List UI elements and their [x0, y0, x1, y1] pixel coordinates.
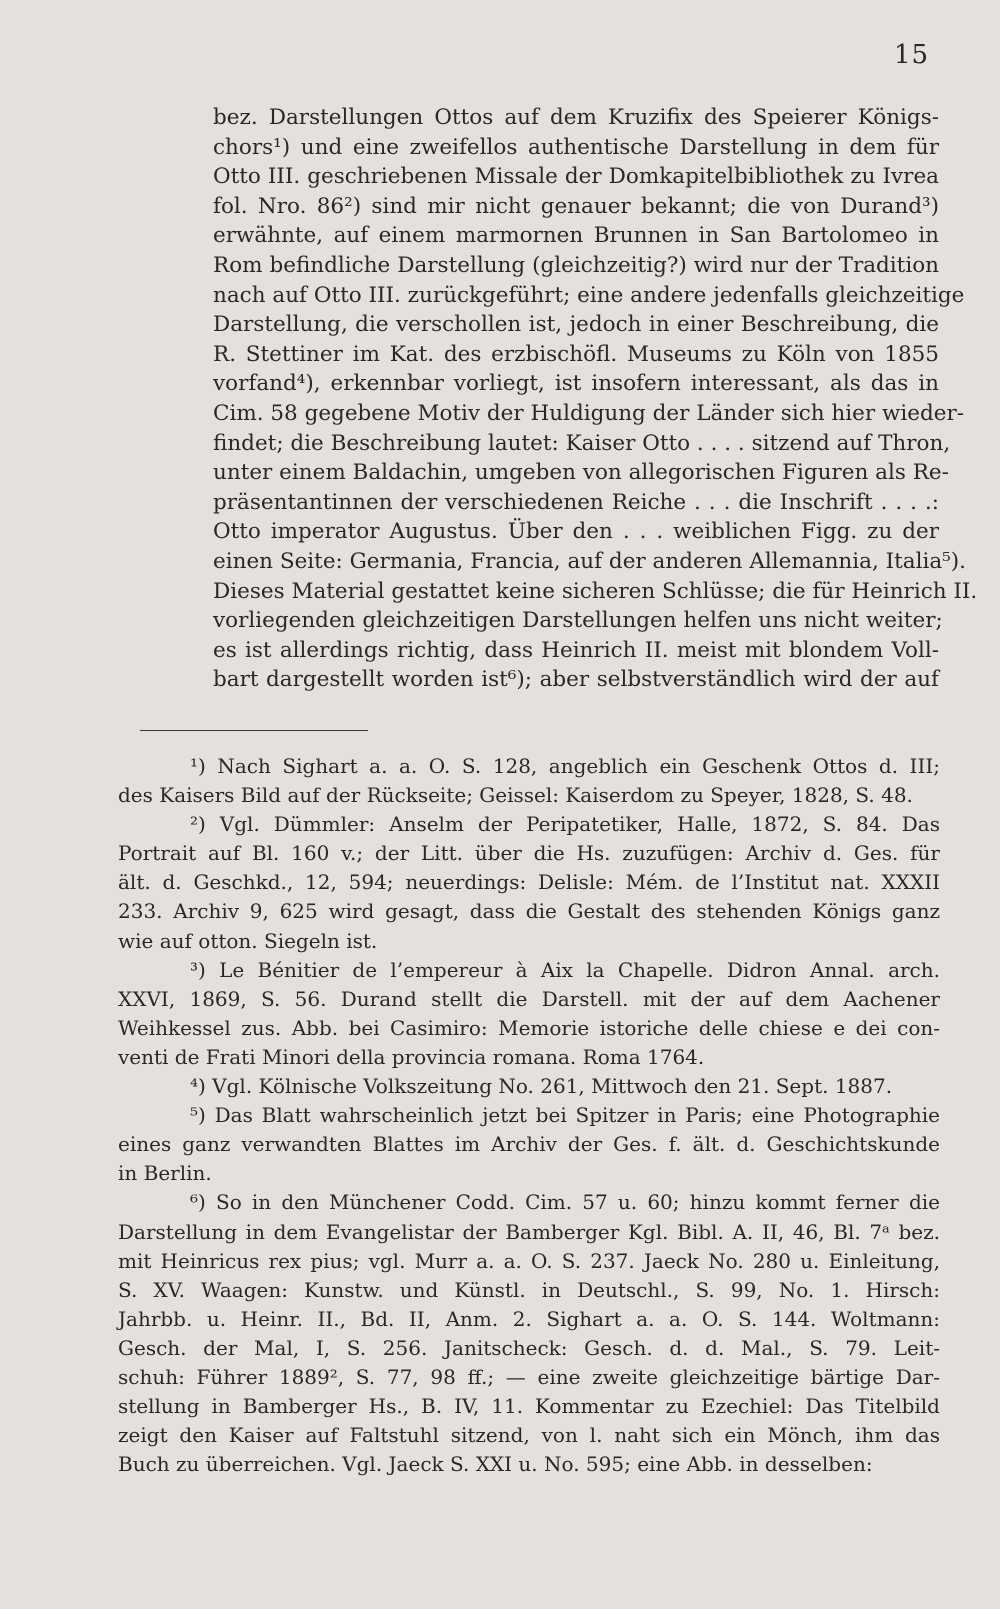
footnote-line: 233. Archiv 9, 625 wird gesagt, dass die Gestalt des stehenden Königs ganz [118, 899, 940, 924]
footnote-line: ³) Le Bénitier de l’empereur à Aix la Chapelle. Didron Annal. arch. [190, 957, 940, 982]
main-text-line: es ist allerdings richtig, dass Heinrich II. meist mit blondem Voll- [213, 637, 939, 663]
main-text-line: einen Seite: Germania, Francia, auf der anderen Allemannia, Italia⁵). [213, 548, 966, 574]
footnote-separator-rule [140, 730, 368, 731]
footnote-line: des Kaisers Bild auf der Rückseite; Geissel: Kaiserdom zu Speyer, 1828, S. 48. [118, 783, 913, 808]
main-text-line: fol. Nro. 86²) sind mir nicht genauer bekannt; die von Durand³) [213, 193, 939, 219]
footnote-line: Jahrbb. u. Heinr. II., Bd. II, Anm. 2. Sighart a. a. O. S. 144. Woltmann: [118, 1306, 940, 1331]
footnote-line: Darstellung in dem Evangelistar der Bamberger Kgl. Bibl. A. II, 46, Bl. 7ᵃ bez. [118, 1219, 940, 1244]
footnote-line: ält. d. Geschkd., 12, 594; neuerdings: Delisle: Mém. de l’Institut nat. XXXII [118, 870, 940, 895]
footnote-line: Weihkessel zus. Abb. bei Casimiro: Memorie istoriche delle chiese e dei con- [118, 1015, 940, 1040]
footnote-line: wie auf otton. Siegeln ist. [118, 928, 378, 953]
footnote-line: Portrait auf Bl. 160 v.; der Litt. über die Hs. zuzufügen: Archiv d. Ges. für [118, 841, 940, 866]
main-text-line: bart dargestellt worden ist⁶); aber selbstverständlich wird der auf [213, 667, 939, 693]
main-text-line: Otto imperator Augustus. Über den . . . weiblichen Figg. zu der [213, 519, 939, 545]
main-text-line: findet; die Beschreibung lautet: Kaiser Otto . . . . sitzend auf Thron, [213, 430, 951, 456]
main-text-line: bez. Darstellungen Ottos auf dem Kruzifix des Speierer Königs- [213, 105, 939, 130]
footnote-line: ⁶) So in den Münchener Codd. Cim. 57 u. 60; hinzu kommt ferner die [190, 1190, 940, 1215]
footnote-6 [118, 1188, 940, 1479]
page-number: 15 [894, 40, 930, 70]
main-text-line: erwähnte, auf einem marmornen Brunnen in San Bartolomeo in [213, 223, 939, 249]
footnotes-block [118, 752, 940, 1479]
footnote-2 [118, 810, 940, 955]
footnote-3 [118, 956, 940, 1072]
footnote-line: Buch zu überreichen. Vgl. Jaeck S. XXI u. No. 595; eine Abb. in desselben: [118, 1452, 873, 1477]
main-text-line: Dieses Material gestattet keine sicheren Schlüsse; die für Heinrich II. [213, 578, 978, 604]
main-text-line: vorfand⁴), erkennbar vorliegt, ist insofern interessant, als das in [213, 371, 939, 397]
footnote-line: schuh: Führer 1889², S. 77, 98 ff.; — eine zweite gleichzeitige bärtige Dar- [118, 1364, 940, 1389]
main-text-line: Cim. 58 gegebene Motiv der Huldigung der Länder sich hier wieder- [213, 400, 965, 426]
footnote-line: ¹) Nach Sighart a. a. O. S. 128, angeblich ein Geschenk Ottos d. III; [190, 754, 940, 778]
main-text-line: Rom befindliche Darstellung (gleichzeitig?) wird nur der Tradition [213, 252, 939, 278]
main-text-line: R. Stettiner im Kat. des erzbischöfl. Museums zu Köln von 1855 [213, 341, 939, 367]
footnote-5 [118, 1101, 940, 1188]
footnote-line: in Berlin. [118, 1161, 212, 1186]
footnote-line: ²) Vgl. Dümmler: Anselm der Peripatetiker, Halle, 1872, S. 84. Das [190, 812, 940, 837]
main-text-line: vorliegenden gleichzeitigen Darstellungen helfen uns nicht weiter; [213, 608, 943, 634]
footnote-line: mit Heinricus rex pius; vgl. Murr a. a. O. S. 237. Jaeck No. 280 u. Einleitung, [118, 1248, 940, 1273]
main-text-line: präsentantinnen der verschiedenen Reiche . . . die Inschrift . . . .: [213, 489, 939, 515]
footnote-line: Gesch. der Mal, I, S. 256. Janitscheck: Gesch. d. d. Mal., S. 79. Leit- [118, 1335, 940, 1360]
footnote-line: XXVI, 1869, S. 56. Durand stellt die Darstell. mit der auf dem Aachener [118, 986, 940, 1011]
main-text-block [213, 103, 978, 695]
main-text-line: unter einem Baldachin, umgeben von allegorischen Figuren als Re- [213, 460, 949, 486]
footnote-line: ⁵) Das Blatt wahrscheinlich jetzt bei Spitzer in Paris; eine Photographie [190, 1103, 940, 1128]
footnote-4 [118, 1072, 940, 1101]
main-text-line: chors¹) und eine zweifellos authentische Darstellung in dem für [213, 134, 939, 160]
footnote-line: eines ganz verwandten Blattes im Archiv der Ges. f. ält. d. Geschichtskunde [118, 1132, 940, 1157]
main-text-line: Otto III. geschriebenen Missale der Domkapitelbibliothek zu Ivrea [213, 164, 939, 190]
footnote-line: ⁴) Vgl. Kölnische Volkszeitung No. 261, Mittwoch den 21. Sept. 1887. [190, 1074, 893, 1099]
footnote-line: stellung in Bamberger Hs., B. IV, 11. Kommentar zu Ezechiel: Das Titelbild [118, 1394, 940, 1419]
main-text-line: Darstellung, die verschollen ist, jedoch in einer Beschreibung, die [213, 312, 939, 338]
footnote-1 [118, 752, 940, 810]
footnote-line: zeigt den Kaiser auf Faltstuhl sitzend, von l. naht sich ein Mönch, ihm das [118, 1423, 940, 1448]
footnote-line: venti de Frati Minori della provincia romana. Roma 1764. [118, 1044, 705, 1069]
main-text-line: nach auf Otto III. zurückgeführt; eine andere jedenfalls gleichzeitige [213, 282, 965, 308]
footnote-line: S. XV. Waagen: Kunstw. und Künstl. in Deutschl., S. 99, No. 1. Hirsch: [118, 1277, 940, 1302]
